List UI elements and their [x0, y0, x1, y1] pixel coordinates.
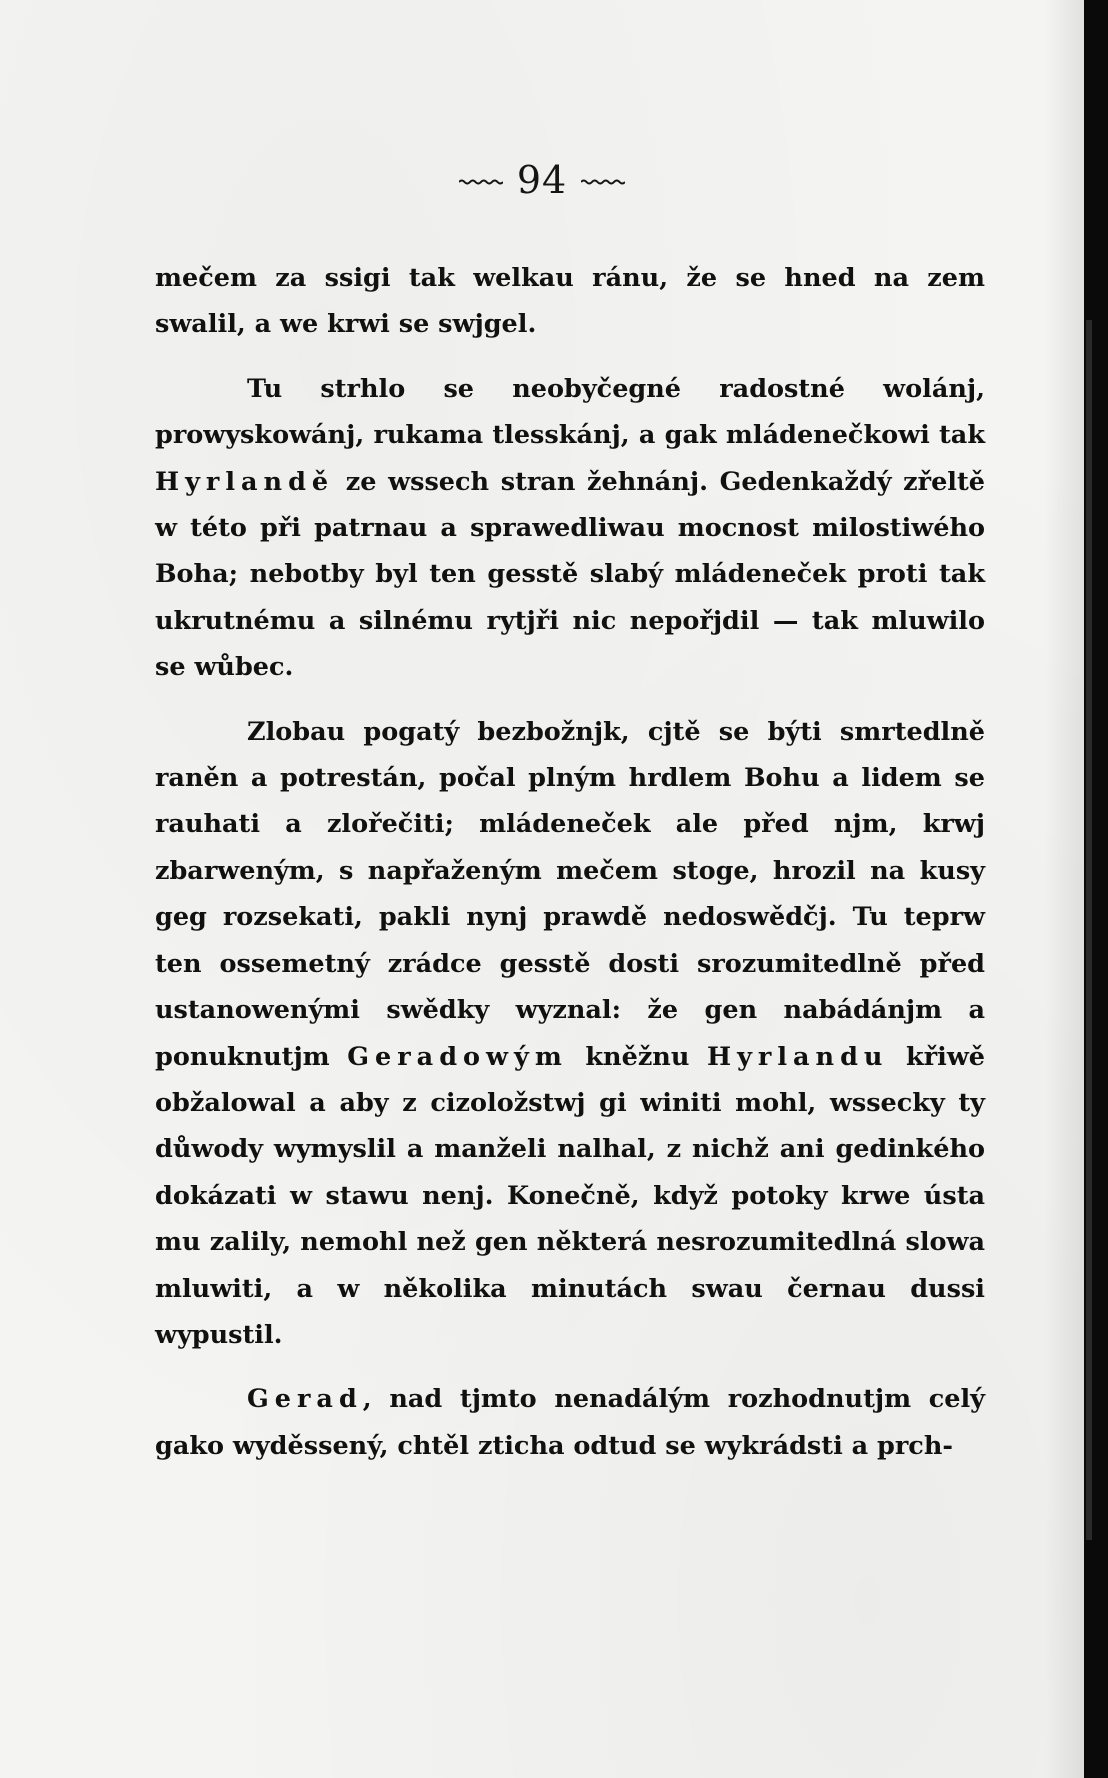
page-edge-shadow: [1044, 0, 1084, 1778]
paragraph: [155, 255, 985, 348]
spaced-name: Geradowým: [347, 1041, 568, 1072]
left-ornament-icon: [459, 179, 503, 185]
right-ornament-icon: [581, 179, 625, 185]
text-segment: Tu strhlo se neobyčegné radostné wolánj, prowyskowánj, rukama tlesskánj, a gak mládenečkowi tak: [155, 373, 985, 451]
page-header: [0, 158, 1084, 202]
text-segment: ze wssech stran žehnánj. Gedenkaždý zřeltě w této při patrnau a sprawedliwau mocnost milostiwého Boha; nebotby byl ten gesstě slabý mládeneček proti tak ukrutnému a silnému rytjři nic nepořjdil — tak mluwilo se wůbec.: [155, 466, 985, 683]
spaced-name: Hyrlandě: [155, 466, 335, 497]
text-segment: mečem za ssigi tak welkau ránu, že se hned na zem swalil, a we krwi se swjgel.: [155, 263, 985, 340]
binding-edge: [1086, 320, 1092, 1540]
spaced-name: Gerad: [247, 1384, 363, 1415]
paragraph: [155, 1376, 985, 1469]
spaced-name: Hyrlandu: [706, 1041, 889, 1072]
text-segment: Zlobau pogatý bezbožnjk, cjtě se býti smrtedlně raněn a potrestán, počal plným hrdlem Bohu a lidem se rauhati a zlořečiti; mládeneček ale před njm, krwj zbarweným, s napřaženým mečem stoge, hrozil na kusy geg rozsekati, pakli nynj prawdě nedoswědčj. Tu teprw ten ossemetný zrádce gesstě dosti srozumitedlně před ustanowenými swědky wyznal: že gen nabádánjm a ponuknutjm: [155, 716, 985, 1072]
text-segment: , nad tjmto nenadálým rozhodnutjm celý gako wyděssený, chtěl zticha odtud se wykrádsti a prch-: [155, 1384, 985, 1461]
body-text: [155, 255, 985, 1469]
page-number: 94: [516, 158, 568, 202]
text-segment: křiwě obžalowal a aby z cizoložstwj gi winiti mohl, wssecky ty důwody wymyslil a manželi nalhal, z nichž ani gedinkého dokázati w stawu nenj. Konečně, když potoky krwe ústa mu zalily, nemohl než gen některá nesrozumitedlná slowa mluwiti, a w několika minutách swau černau dussi wypustil.: [155, 1041, 986, 1350]
paragraph: [155, 366, 985, 691]
paragraph: [155, 709, 985, 1359]
text-segment: kněžnu: [567, 1041, 707, 1072]
